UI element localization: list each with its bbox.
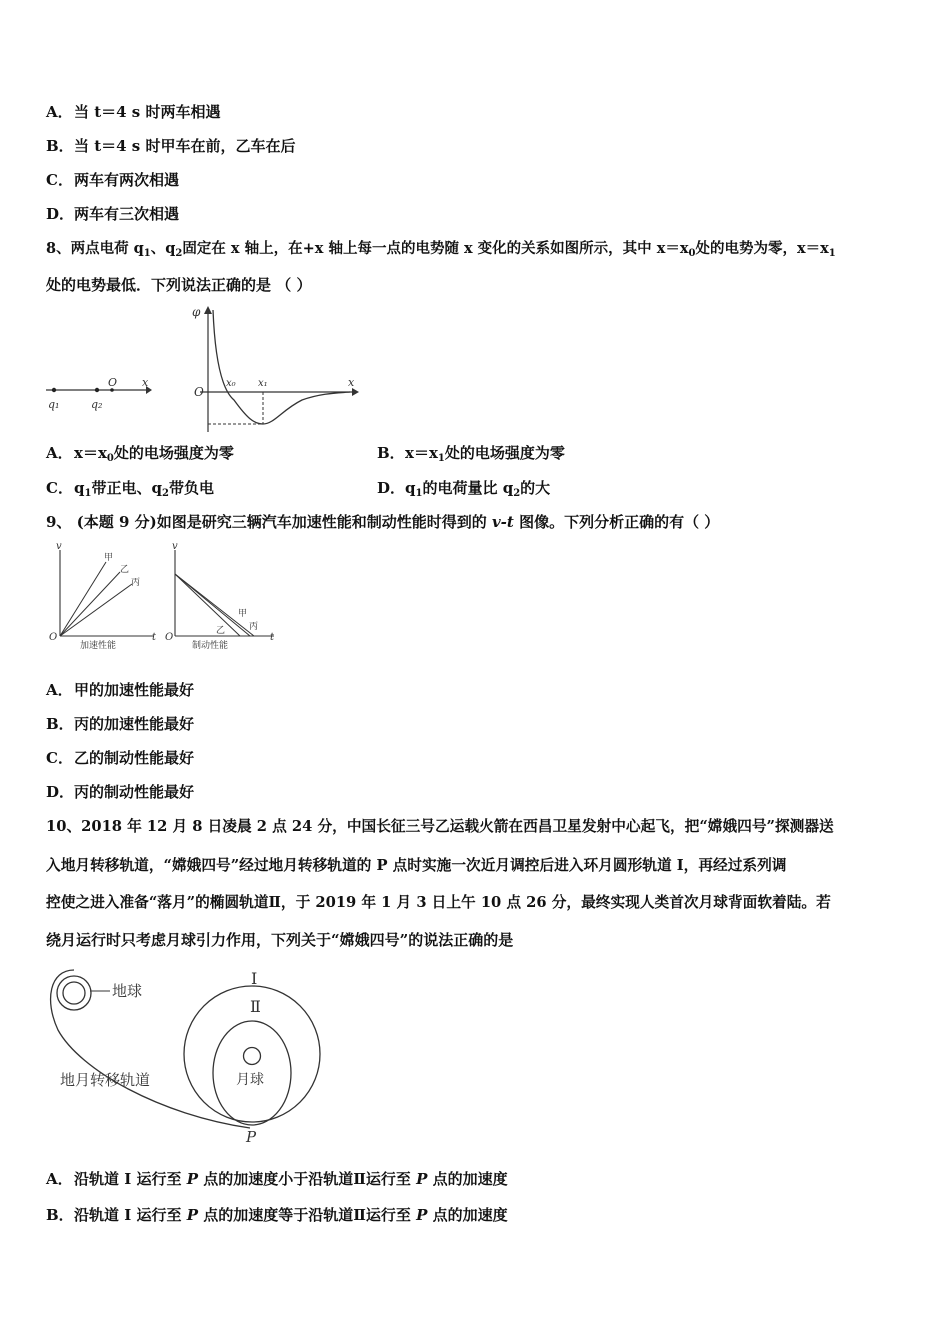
q9-figure: [44, 540, 284, 655]
q9-left-caption: 加速性能: [80, 641, 117, 651]
q9-option-a: A．甲的加速性能最好: [46, 681, 195, 699]
q10-figure: [40, 960, 340, 1150]
q8-stem-line2: 处的电势最低．下列说法正确的是 （ ）: [46, 276, 312, 294]
q8-phi-arrow-icon: [204, 306, 212, 314]
q10-option-a: A．沿轨道 I 运行至 P 点的加速度小于沿轨道Ⅱ运行至 P 点的加速度: [46, 1170, 508, 1188]
q8-potential-curve: [213, 310, 350, 424]
q10-label-p: P: [246, 1128, 257, 1146]
q8-option-b: B．$x=x_1$处的电场强度为零: [377, 444, 565, 464]
q8-label-x-left: x: [142, 376, 149, 389]
q7-option-b: B．当 t＝4 s 时甲车在前，乙车在后: [46, 137, 296, 155]
q8-x-arrow-icon: [352, 388, 359, 396]
q9-left-label-v: v: [56, 541, 62, 552]
q9-left-label-t: t: [152, 632, 157, 643]
q9-option-d: D．丙的制动性能最好: [46, 783, 195, 801]
q9-left-label-yi: 乙: [120, 565, 130, 575]
q9-stem: 9、 (本题 9 分)如图是研究三辆汽车加速性能和制动性能时得到的 v-t 图像。下列分析正确的有（ ）: [46, 513, 720, 531]
q9-right-label-jia: 甲: [238, 609, 248, 619]
q9-right-label-yi: 乙: [216, 626, 226, 636]
q9-right-label-o: O: [165, 632, 174, 643]
q8-label-o-left: O: [108, 376, 118, 389]
q8-option-c: C．$q_1$带正电、$q_2$带负电: [46, 479, 214, 499]
q10-stem-line2: 入地月转移轨道，“嫦娥四号”经过地月转移轨道的 P 点时实施一次近月调控后进入环月圆形轨道 I，再经过系列调: [46, 857, 787, 874]
q8-label-phi: φ: [192, 305, 201, 319]
q10-earth-outer: [57, 976, 91, 1010]
q8-figure: [42, 300, 372, 440]
q8-label-x1: x₁: [258, 378, 268, 389]
q10-earth-inner: [63, 982, 85, 1004]
q10-stem-line1: 10、2018 年 12 月 8 日凌晨 2 点 24 分，中国长征三号乙运载火箭在西昌卫星发射中心起飞，把“嫦娥四号”探测器送: [46, 818, 834, 835]
q10-label-moon: 月球: [236, 1072, 264, 1088]
q10-label-orbit2: Ⅱ: [250, 997, 261, 1016]
q9-right-label-bing: 丙: [249, 622, 259, 632]
q7-option-c: C．两车有两次相遇: [46, 171, 180, 189]
q10-moon: [244, 1048, 261, 1065]
q7-option-d: D．两车有三次相遇: [46, 205, 180, 223]
q9-option-b: B．丙的加速性能最好: [46, 715, 195, 733]
q10-stem-line3: 控使之进入准备“落月”的椭圆轨道Ⅱ，于 2019 年 1 月 3 日上午 10 点 26 分，最终实现人类首次月球背面软着陆。若: [46, 894, 831, 911]
q10-option-b: B．沿轨道 I 运行至 P 点的加速度等于沿轨道Ⅱ运行至 P 点的加速度: [46, 1206, 508, 1224]
q8-stem-line1: 8、两点电荷 $q_1$、$q_2$固定在 x 轴上，在+x 轴上每一点的电势随 x 变化的关系如图所示，其中 $x=x_0$处的电势为零，$x=x_1$: [46, 240, 836, 259]
q9-right-label-v: v: [172, 541, 178, 552]
q9-left-label-o: O: [49, 632, 58, 643]
q10-label-earth: 地球: [112, 982, 143, 1000]
q8-label-q1: q₁: [48, 398, 60, 411]
q10-stem-line4: 绕月运行时只考虑月球引力作用，下列关于“嫦娥四号”的说法正确的是: [46, 931, 514, 949]
q9-left-label-jia: 甲: [104, 553, 114, 563]
q9-right-line-jia: [175, 574, 254, 636]
q9-left-line-bing: [60, 584, 132, 636]
q9-left-line-jia: [60, 562, 106, 636]
q8-option-d: D．$q_1$的电荷量比 $q_2$的大: [377, 479, 551, 499]
q8-q2-dot: [95, 388, 99, 392]
q8-label-o: O: [194, 385, 204, 399]
q9-right-label-t: t: [270, 632, 275, 643]
q9-option-c: C．乙的制动性能最好: [46, 749, 195, 767]
q8-option-a: A．$x=x_0$处的电场强度为零: [46, 444, 234, 464]
q9-left-label-bing: 丙: [131, 578, 141, 588]
q7-option-a: A．当 t＝4 s 时两车相遇: [46, 103, 221, 121]
q9-left-line-yi: [60, 572, 120, 636]
q8-label-q2: q₂: [91, 398, 103, 411]
q9-right-line-yi: [175, 574, 240, 636]
q8-label-x0: x₀: [226, 378, 236, 389]
q10-label-orbit1: Ⅰ: [251, 969, 258, 988]
q8-q1-dot: [52, 388, 56, 392]
q8-label-x: x: [348, 376, 355, 389]
q9-right-caption: 制动性能: [192, 641, 229, 651]
q10-label-transfer: 地月转移轨道: [60, 1071, 151, 1089]
